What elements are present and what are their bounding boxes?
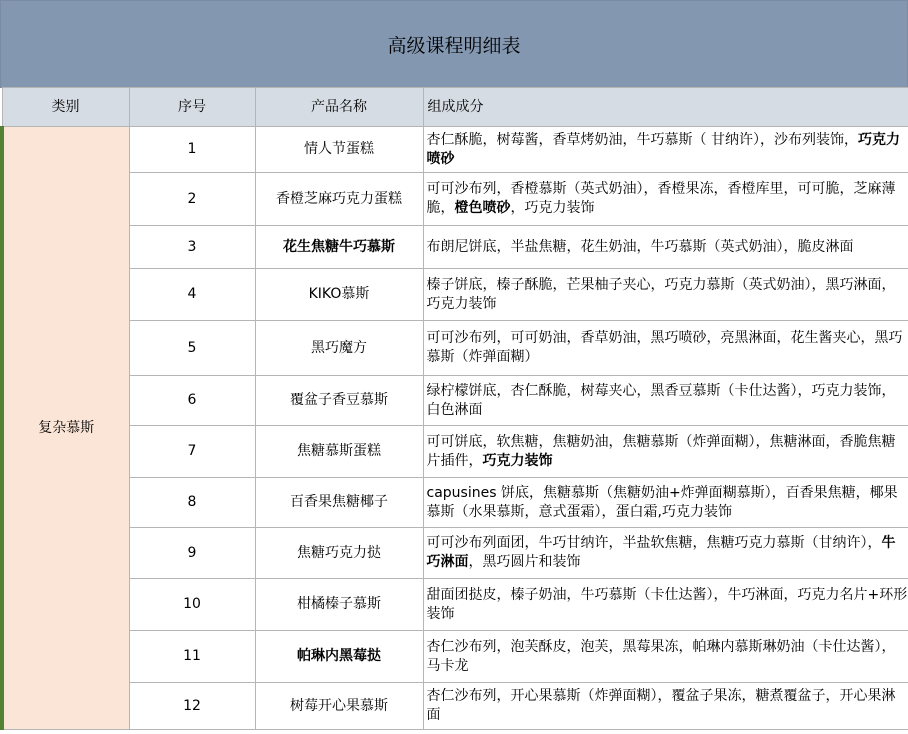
ingredients-text: 绿柠檬饼底，杏仁酥脆，树莓夹心，黑香豆慕斯（卡仕达酱），巧克力装饰，白色淋面: [426, 382, 896, 418]
number-cell: 12: [129, 683, 255, 730]
table-row: [2, 683, 908, 730]
ingredients-cell: [423, 226, 908, 269]
ingredients-text: 甜面团挞皮，榛子奶油，牛巧慕斯（卡仕达酱），牛巧淋面，巧克力名片+环形装饰: [426, 586, 908, 622]
ingredients-cell: [423, 269, 908, 321]
ingredients-cell: [423, 528, 908, 579]
table-row: [2, 127, 908, 173]
number-cell: 3: [129, 226, 255, 269]
ingredients-cell: [423, 173, 908, 226]
table-row: [2, 321, 908, 376]
ingredients-cell: [423, 321, 908, 376]
product-name-cell: KIKO慕斯: [255, 269, 423, 321]
table-title: 高级课程明细表: [0, 0, 908, 88]
ingredients-text: 杏仁沙布列，开心果慕斯（炸弹面糊），覆盆子果冻，糖煮覆盆子，开心果淋面: [426, 688, 896, 723]
table-row: [2, 426, 908, 478]
number-cell: 2: [129, 173, 255, 226]
header-number: 序号: [129, 88, 255, 127]
table-row: [2, 528, 908, 579]
product-name-cell: 树莓开心果慕斯: [255, 683, 423, 730]
product-name-cell: 黑巧魔方: [255, 321, 423, 376]
ingredients-text: 杏仁酥脆，树莓酱，香草烤奶油，牛巧慕斯（ 甘纳许），沙布列装饰，: [426, 131, 858, 148]
ingredients-cell: [423, 478, 908, 528]
course-table: [0, 87, 908, 730]
product-name-cell: 花生焦糖牛巧慕斯: [255, 226, 423, 269]
ingredients-text: 榛子饼底，榛子酥脆，芒果柚子夹心，巧克力慕斯（英式奶油），黑巧淋面，巧克力装饰: [426, 276, 896, 312]
product-name-cell: 焦糖慕斯蛋糕: [255, 426, 423, 478]
ingredients-highlight: 巧克力喷砂: [426, 131, 900, 167]
ingredients-cell: [423, 376, 908, 426]
header-product: 产品名称: [255, 88, 423, 127]
table-row: [2, 579, 908, 631]
ingredients-cell: [423, 631, 908, 683]
ingredients-cell: [423, 127, 908, 173]
ingredients-text-tail: ，黑巧圆片和装饰: [468, 554, 581, 570]
ingredients-cell: [423, 426, 908, 478]
product-name-cell: 情人节蛋糕: [255, 127, 423, 173]
ingredients-text-tail: ，巧克力装饰: [510, 200, 595, 216]
product-name-cell: 香橙芝麻巧克力蛋糕: [255, 173, 423, 226]
table-row: [2, 173, 908, 226]
ingredients-text: 布朗尼饼底，半盐焦糖，花生奶油，牛巧慕斯（英式奶油），脆皮淋面: [426, 238, 854, 255]
product-name-cell: 帕琳内黑莓挞: [255, 631, 423, 683]
table-row: [2, 478, 908, 528]
ingredients-highlight: 巧克力装饰: [482, 452, 553, 469]
ingredients-highlight: 牛巧淋面: [426, 535, 896, 570]
table-row: [2, 269, 908, 321]
number-cell: 1: [129, 127, 255, 173]
number-cell: 9: [129, 528, 255, 579]
table-row: [2, 226, 908, 269]
product-name-cell: 焦糖巧克力挞: [255, 528, 423, 579]
ingredients-text: 可可沙布列，香橙慕斯（英式奶油），香橙果冻，香橙库里，可可脆，芝麻薄脆，: [426, 181, 896, 216]
ingredients-text: capusines 饼底，焦糖慕斯（焦糖奶油+炸弹面糊慕斯），百香果焦糖，椰果慕斯（水果慕斯，意式蛋霜），蛋白霜,巧克力装饰: [426, 484, 898, 520]
product-name-cell: 百香果焦糖椰子: [255, 478, 423, 528]
header-category: 类别: [2, 88, 129, 127]
number-cell: 7: [129, 426, 255, 478]
number-cell: 11: [129, 631, 255, 683]
product-name-cell: 柑橘榛子慕斯: [255, 579, 423, 631]
ingredients-text: 可可沙布列面团，牛巧甘纳许，半盐软焦糖，焦糖巧克力慕斯（甘纳许），: [426, 535, 882, 551]
number-cell: 8: [129, 478, 255, 528]
number-cell: 6: [129, 376, 255, 426]
number-cell: 4: [129, 269, 255, 321]
number-cell: 5: [129, 321, 255, 376]
category-cell: 复杂慕斯: [2, 127, 129, 730]
table-row: [2, 631, 908, 683]
ingredients-text: 可可饼底，软焦糖，焦糖奶油，焦糖慕斯（炸弹面糊），焦糖淋面，香脆焦糖片插件，: [426, 433, 896, 469]
table-body: [2, 127, 908, 730]
header-row: [2, 88, 908, 127]
number-cell: 10: [129, 579, 255, 631]
ingredients-highlight: 橙色喷砂: [454, 200, 511, 216]
ingredients-cell: [423, 579, 908, 631]
ingredients-cell: [423, 683, 908, 730]
table-row: [2, 376, 908, 426]
product-name-cell: 覆盆子香豆慕斯: [255, 376, 423, 426]
ingredients-text: 杏仁沙布列，泡芙酥皮，泡芙，黑莓果冻，帕琳内慕斯琳奶油（卡仕达酱），马卡龙: [426, 638, 896, 674]
ingredients-text: 可可沙布列，可可奶油，香草奶油，黑巧喷砂，亮黑淋面，花生酱夹心，黑巧慕斯（炸弹面糊）: [426, 330, 903, 365]
header-ingredients: 组成成分: [423, 88, 908, 127]
